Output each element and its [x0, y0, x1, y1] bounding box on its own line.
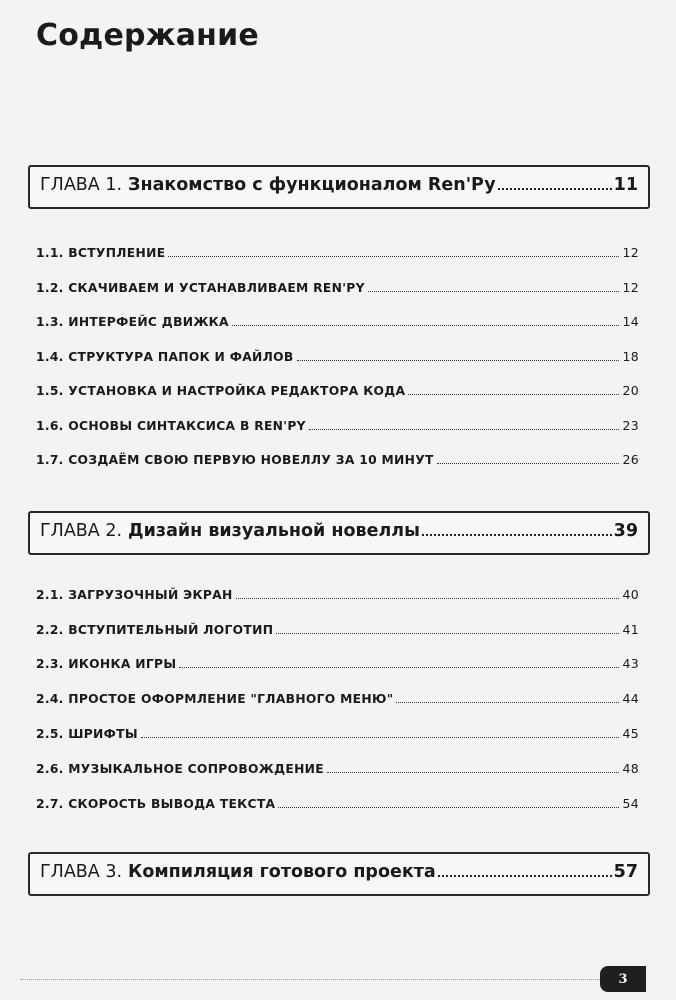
toc-item-title: 1.6. ОСНОВЫ СИНТАКСИСА В REN'PY — [36, 419, 306, 433]
toc-item-page: 26 — [622, 452, 639, 467]
leader-dots — [498, 188, 612, 190]
toc-item-1-3[interactable] — [36, 314, 639, 329]
leader-dots — [278, 807, 619, 808]
toc-item-page: 45 — [622, 726, 639, 741]
toc-item-2-1[interactable] — [36, 587, 639, 602]
toc-item-title: 1.7. СОЗДАЁМ СВОЮ ПЕРВУЮ НОВЕЛЛУ ЗА 10 МИНУТ — [36, 453, 434, 467]
toc-item-page: 41 — [622, 622, 639, 637]
toc-item-2-3[interactable] — [36, 656, 639, 671]
toc-item-page: 44 — [622, 691, 639, 706]
toc-item-page: 14 — [622, 314, 639, 329]
toc-item-1-6[interactable] — [36, 418, 639, 433]
toc-item-1-1[interactable] — [36, 245, 639, 260]
leader-dots — [168, 256, 619, 257]
leader-dots — [276, 633, 619, 634]
leader-dots — [368, 291, 620, 292]
chapter-3-title: Компиляция готового проекта — [128, 862, 436, 882]
chapter-3-label: ГЛАВА 3. — [40, 862, 123, 882]
toc-item-title: 2.3. ИКОНКА ИГРЫ — [36, 657, 177, 671]
toc-item-2-4[interactable] — [36, 691, 639, 706]
toc-item-2-7[interactable] — [36, 796, 639, 811]
toc-item-2-6[interactable] — [36, 761, 639, 776]
toc-item-page: 40 — [622, 587, 639, 602]
chapter-3-entry[interactable] — [40, 862, 638, 882]
leader-dots — [437, 463, 620, 464]
chapter-1-title: Знакомство с функционалом Ren'Py — [128, 175, 496, 195]
chapter-1-entry[interactable] — [40, 175, 638, 195]
toc-item-title: 1.2. СКАЧИВАЕМ И УСТАНАВЛИВАЕМ REN'PY — [36, 281, 365, 295]
leader-dots — [422, 534, 612, 536]
page-title: Содержание — [36, 18, 259, 53]
footer-rule — [20, 978, 600, 980]
toc-item-page: 12 — [622, 245, 639, 260]
toc-item-title: 1.1. ВСТУПЛЕНИЕ — [36, 246, 166, 260]
toc-item-title: 2.5. ШРИФТЫ — [36, 727, 138, 741]
toc-item-title: 2.1. ЗАГРУЗОЧНЫЙ ЭКРАН — [36, 588, 233, 602]
toc-item-1-4[interactable] — [36, 349, 639, 364]
toc-item-page: 12 — [622, 280, 639, 295]
chapter-2-page: 39 — [613, 521, 638, 541]
toc-item-1-2[interactable] — [36, 280, 639, 295]
toc-item-page: 20 — [622, 383, 639, 398]
leader-dots — [408, 394, 619, 395]
chapter-1-label: ГЛАВА 1. — [40, 175, 123, 195]
leader-dots — [438, 875, 612, 877]
toc-item-page: 48 — [622, 761, 639, 776]
toc-item-title: 1.5. УСТАНОВКА И НАСТРОЙКА РЕДАКТОРА КОДА — [36, 384, 406, 398]
chapter-2-box — [28, 511, 650, 555]
chapter-1-page: 11 — [613, 175, 638, 195]
toc-item-title: 2.4. ПРОСТОЕ ОФОРМЛЕНИЕ "ГЛАВНОГО МЕНЮ" — [36, 692, 394, 706]
toc-item-title: 1.4. СТРУКТУРА ПАПОК И ФАЙЛОВ — [36, 350, 294, 364]
toc-item-title: 2.2. ВСТУПИТЕЛЬНЫЙ ЛОГОТИП — [36, 623, 274, 637]
leader-dots — [236, 598, 620, 599]
toc-item-title: 2.7. СКОРОСТЬ ВЫВОДА ТЕКСТА — [36, 797, 276, 811]
leader-dots — [141, 737, 620, 738]
leader-dots — [396, 702, 619, 703]
toc-item-title: 2.6. МУЗЫКАЛЬНОЕ СОПРОВОЖДЕНИЕ — [36, 762, 324, 776]
leader-dots — [309, 429, 620, 430]
toc-item-page: 54 — [622, 796, 639, 811]
toc-item-2-2[interactable] — [36, 622, 639, 637]
page-number-badge: 3 — [600, 966, 646, 992]
toc-item-1-5[interactable] — [36, 383, 639, 398]
toc-item-1-7[interactable] — [36, 452, 639, 467]
leader-dots — [232, 325, 620, 326]
toc-item-2-5[interactable] — [36, 726, 639, 741]
chapter-2-entry[interactable] — [40, 521, 638, 541]
chapter-2-label: ГЛАВА 2. — [40, 521, 123, 541]
leader-dots — [327, 772, 620, 773]
chapter-3-page: 57 — [613, 862, 638, 882]
chapter-2-title: Дизайн визуальной новеллы — [128, 521, 420, 541]
toc-item-title: 1.3. ИНТЕРФЕЙС ДВИЖКА — [36, 315, 229, 329]
chapter-3-box — [28, 852, 650, 896]
toc-item-page: 18 — [622, 349, 639, 364]
toc-item-page: 23 — [622, 418, 639, 433]
chapter-1-box — [28, 165, 650, 209]
toc-item-page: 43 — [622, 656, 639, 671]
leader-dots — [179, 667, 619, 668]
leader-dots — [297, 360, 620, 361]
